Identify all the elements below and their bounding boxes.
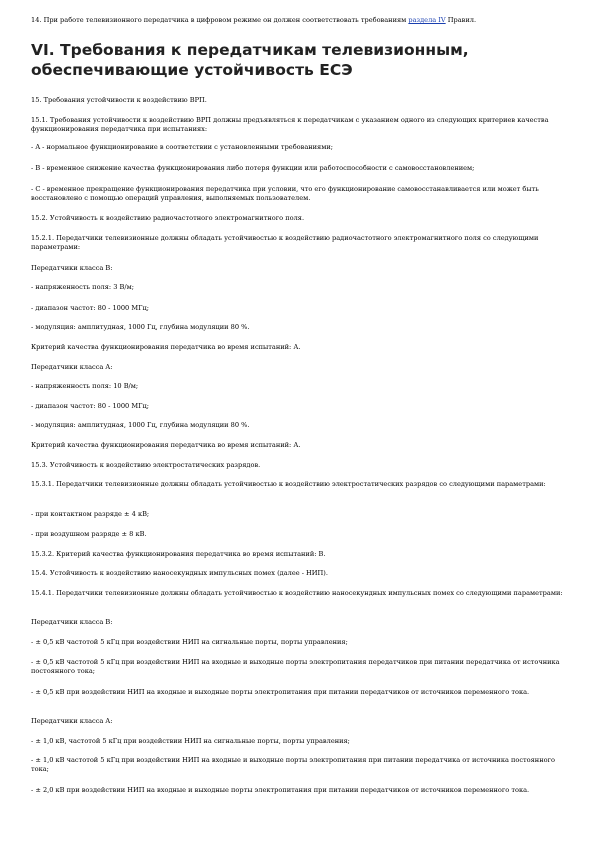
intro-paragraph [31,16,564,25]
paragraph: Критерий качества функционирования передатчика во время испытаний: А. [31,343,301,351]
paragraph: 15. Требования устойчивости к воздействию ВРП. [31,96,207,104]
paragraph: 15.2. Устойчивость к воздействию радиочастотного электромагнитного поля. [31,214,305,222]
paragraph: Передатчики класса A: [31,363,113,371]
section-iv-link[interactable]: раздела IV [408,16,446,24]
paragraph: - напряженность поля: 3 В/м; [31,283,134,291]
paragraph: 15.4.1. Передатчики телевизионные должны обладать устойчивостью к воздействию наносекундных импульсных помех со следующими параметрами: [31,589,563,597]
intro-text-after: Правил. [445,16,477,24]
paragraph: 15.3.2. Критерий качества функционирования передатчика во время испытаний: B. [31,550,326,558]
paragraph: - ± 0,5 кВ при воздействии НИП на входные и выходные порты электропитания при питании передатчиков от источников переменного тока. [31,688,530,696]
paragraph: - A - нормальное функционирование в соответствии с установленными требованиями; [31,143,333,151]
paragraph: - ± 1,0 кВ частотой 5 кГц при воздействии НИП на входные и выходные порты электропитания при питании передатчика от источника постоянного тока; [31,756,555,774]
heading-line-2: обеспечивающие устойчивость ЕСЭ [31,61,353,79]
paragraph: 15.2.1. Передатчики телевизионные должны обладать устойчивостью к воздействию радиочастотного электромагнитного поля со следующими параметрами: [31,234,539,252]
paragraph: Передатчики класса B: [31,264,113,272]
paragraph: Передатчики класса A: [31,717,113,725]
paragraph: - при контактном разряде ± 4 кВ; [31,510,150,518]
paragraph: - ± 0,5 кВ частотой 5 кГц при воздействии НИП на входные и выходные порты электропитания передатчиков при питании передатчика от источника постоянного тока; [31,658,560,676]
paragraph: Критерий качества функционирования передатчика во время испытаний: А. [31,441,301,449]
section-heading [31,40,564,80]
paragraph: - ± 1,0 кВ, частотой 5 кГц при воздействии НИП на сигнальные порты, порты управления; [31,737,350,745]
paragraph: - ± 0,5 кВ частотой 5 кГц при воздействии НИП на сигнальные порты, порты управления; [31,638,348,646]
paragraph: - ± 2,0 кВ при воздействии НИП на входные и выходные порты электропитания при питании передатчиков от источников переменного тока. [31,786,530,794]
paragraph: - модуляция: амплитудная, 1000 Гц, глубина модуляции 80 %. [31,421,250,429]
paragraph: - диапазон частот: 80 - 1000 МГц; [31,304,149,312]
paragraph: 15.4. Устойчивость к воздействию наносекундных импульсных помех (далее - НИП). [31,569,328,577]
paragraph: - B - временное снижение качества функционирования либо потеря функции или работоспособности с самовосстановлением; [31,164,475,172]
paragraph: 15.1. Требования устойчивости к воздействию ВРП должны предъявляться к передатчикам с указанием одного из следующих критериев качества функционирования передатчика при испытаниях: [31,116,549,134]
paragraph: 15.3.1. Передатчики телевизионные должны обладать устойчивостью к воздействию электростатических разрядов со следующими параметрами: [31,480,546,488]
paragraph: - напряженность поля: 10 В/м; [31,382,139,390]
paragraph: 15.3. Устойчивость к воздействию электростатических разрядов. [31,461,261,469]
paragraph: - модуляция: амплитудная, 1000 Гц, глубина модуляции 80 %. [31,323,250,331]
paragraph: - диапазон частот: 80 - 1000 МГц; [31,402,149,410]
paragraph: - при воздушном разряде ± 8 кВ. [31,530,147,538]
heading-line-1: VI. Требования к передатчикам телевизионным, [31,41,469,59]
intro-text-before: 14. При работе телевизионного передатчика в цифровом режиме он должен соответствовать требованиям [31,16,409,24]
paragraph: Передатчики класса B: [31,618,113,626]
paragraph: - C - временное прекращение функционирования передатчика при условии, что его функционирование самовосстанавливается или может быть восстановлено с помощью операций управления, выполняемых пользователем. [31,185,539,203]
